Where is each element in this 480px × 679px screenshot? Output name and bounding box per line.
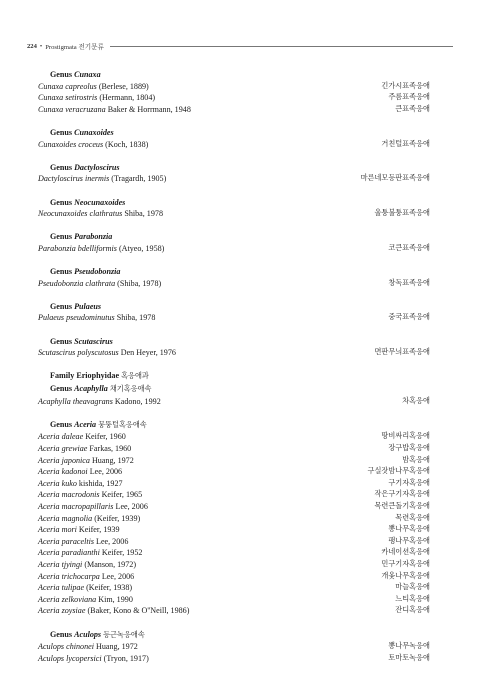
taxon-name: Neocunaxoides xyxy=(74,197,126,207)
rank-label: Genus xyxy=(50,70,75,79)
author-citation: Huang, 1972 xyxy=(96,642,138,652)
scientific-name: Parabonzia bdelliformis xyxy=(38,243,117,253)
species-name xyxy=(38,455,134,467)
korean-name: 팽나무혹응애 xyxy=(388,536,430,545)
species-name xyxy=(38,582,132,594)
spacer xyxy=(38,185,430,197)
korean-name: 중국표족응애 xyxy=(388,313,430,322)
scientific-name: Aceria paraceltis xyxy=(38,536,94,546)
author-citation: Keifer, 1965 xyxy=(101,490,143,500)
taxon-name: Cunaxoides xyxy=(74,127,114,137)
species-name xyxy=(38,653,149,665)
scientific-name: Cunaxa veracruzana xyxy=(38,104,106,114)
korean-name: 차혹응애 xyxy=(402,396,430,405)
korean-name: 등근녹응애속 xyxy=(103,630,145,639)
genus-heading xyxy=(38,197,430,209)
species-name xyxy=(38,547,142,559)
species-entry xyxy=(38,312,430,324)
korean-name: 작은구기자혹응애 xyxy=(374,490,430,499)
rank-label: Genus xyxy=(50,232,75,242)
taxon-name: Cunaxa xyxy=(74,70,101,79)
rank-label: Genus xyxy=(50,419,75,429)
species-name xyxy=(38,243,164,255)
author-citation: (Tryon, 1917) xyxy=(103,653,149,663)
spacer xyxy=(38,359,430,371)
genus-heading xyxy=(38,69,430,81)
korean-name: 목련혹응애 xyxy=(395,513,430,522)
korean-name: 긴가시표족응애 xyxy=(381,81,430,90)
author-citation: Shiba, 1978 xyxy=(116,313,156,323)
spacer xyxy=(38,220,430,232)
korean-name: 토마토녹응애 xyxy=(388,653,430,662)
author-citation: kishida, 1927 xyxy=(78,478,123,488)
spacer xyxy=(38,617,430,629)
species-name xyxy=(38,312,155,324)
species-entry xyxy=(38,396,430,408)
korean-name: 혹응애과 xyxy=(121,372,149,381)
scientific-name: Acaphylla theavagrans xyxy=(38,396,113,406)
spacer xyxy=(38,289,430,301)
genus-heading xyxy=(38,419,430,432)
species-entry xyxy=(38,443,430,455)
species-entry xyxy=(38,653,430,665)
species-name xyxy=(38,396,161,408)
scientific-name: Aceria japonica xyxy=(38,455,90,465)
korean-name: 카네이션혹응애 xyxy=(381,548,430,557)
korean-name: 마늘혹응애 xyxy=(395,583,430,592)
scientific-name: Aceria mori xyxy=(38,525,77,535)
taxonomy-list xyxy=(38,69,430,664)
author-citation: (Manson, 1972) xyxy=(84,559,137,569)
korean-name: 목련큰돌기혹응애 xyxy=(374,501,430,510)
author-citation: (Koch, 1838) xyxy=(105,139,149,149)
author-citation: (Tragardh, 1905) xyxy=(111,174,167,184)
species-entry xyxy=(38,104,430,116)
scientific-name: Aceria zoysiae xyxy=(38,606,86,616)
species-entry xyxy=(38,466,430,478)
genus-heading xyxy=(38,629,430,642)
author-citation: Huang, 1972 xyxy=(91,455,134,465)
author-citation: Keifer, 1939 xyxy=(78,525,120,535)
scientific-name: Aceria zelkoviana xyxy=(38,594,97,604)
species-name xyxy=(38,92,155,104)
taxon-name: Pulaeus xyxy=(74,301,102,311)
header-rule xyxy=(110,46,453,47)
species-entry xyxy=(38,347,430,359)
scientific-name: Scutascirus polyscutosus xyxy=(38,348,119,358)
korean-name: 면판무늬표족응애 xyxy=(374,348,430,357)
spacer xyxy=(38,324,430,336)
species-entry xyxy=(38,513,430,525)
korean-name: 뭉뚱털혹응애속 xyxy=(98,420,147,429)
rank-label: Genus xyxy=(50,267,75,277)
korean-name: 울퉁불퉁표족응애 xyxy=(374,209,430,218)
species-name xyxy=(38,443,131,455)
taxon-name: Dactyloscirus xyxy=(74,162,120,172)
scientific-name: Aceria trichocarpa xyxy=(38,571,100,581)
scientific-name: Aceria magnolia xyxy=(38,513,93,523)
species-entry xyxy=(38,594,430,606)
scientific-name: Cunaxa setirostris xyxy=(38,93,98,103)
scientific-name: Cunaxa capreolus xyxy=(38,81,97,91)
header-bullet: • xyxy=(39,42,43,50)
species-name xyxy=(38,278,161,290)
author-citation: (Shiba, 1978) xyxy=(117,278,162,288)
author-citation: Kim, 1990 xyxy=(98,594,133,604)
author-citation: (Keifer, 1939) xyxy=(94,513,141,523)
korean-name: 장구밥혹응애 xyxy=(388,444,430,452)
species-name xyxy=(38,81,149,93)
rank-label: Genus xyxy=(50,336,75,346)
species-name xyxy=(38,571,134,583)
species-name xyxy=(38,466,122,478)
genus-heading xyxy=(38,383,430,396)
species-name xyxy=(38,139,148,151)
rank-label: Genus xyxy=(50,197,75,207)
scientific-name: Aceria kuko xyxy=(38,478,77,488)
author-citation: (Baker, Kono & O''Neill, 1986) xyxy=(87,606,190,616)
species-name xyxy=(38,524,120,536)
scientific-name: Aculops chinonei xyxy=(38,642,94,652)
rank-label: Genus xyxy=(50,301,75,311)
korean-name: 주름표족응애 xyxy=(388,93,430,102)
spacer xyxy=(38,150,430,162)
species-entry xyxy=(38,524,430,536)
author-citation: (Hermann, 1804) xyxy=(99,93,156,103)
species-entry xyxy=(38,478,430,490)
author-citation: Den Heyer, 1976 xyxy=(120,348,176,358)
korean-name: 뽕나무혹응애 xyxy=(388,525,430,534)
scientific-name: Aceria paradianthi xyxy=(38,548,100,558)
korean-name: 개옻나무혹응애 xyxy=(381,571,430,580)
species-entry xyxy=(38,641,430,653)
species-entry xyxy=(38,489,430,501)
species-entry xyxy=(38,559,430,571)
spacer xyxy=(38,115,430,127)
species-name xyxy=(38,104,191,116)
genus-heading xyxy=(38,301,430,313)
scientific-name: Aculops lycopersici xyxy=(38,653,102,663)
korean-name: 코큰표족응애 xyxy=(388,243,430,252)
korean-name: 큰표족응애 xyxy=(395,104,430,113)
species-name xyxy=(38,173,166,185)
author-citation: Kadono, 1992 xyxy=(114,396,161,406)
scientific-name: Neocunaxoides clathratus xyxy=(38,209,123,219)
korean-name: 구기자혹응애 xyxy=(388,478,430,487)
rank-label: Family xyxy=(50,371,77,381)
spacer xyxy=(38,255,430,267)
species-name xyxy=(38,559,136,571)
taxon-name: Acaphylla xyxy=(74,384,108,394)
korean-name: 민구기자혹응애 xyxy=(381,559,430,568)
korean-name: 채기혹응애속 xyxy=(109,385,152,394)
running-header xyxy=(27,40,453,52)
taxon-name: Scutascirus xyxy=(74,336,113,346)
genus-heading xyxy=(38,266,430,278)
species-name xyxy=(38,489,142,501)
author-citation: Keifer, 1960 xyxy=(85,432,126,442)
rank-label: Genus xyxy=(50,629,75,639)
korean-name: 마른네모등판표족응애 xyxy=(360,174,430,183)
species-entry xyxy=(38,501,430,513)
scientific-name: Aceria grewiae xyxy=(38,444,88,453)
species-entry xyxy=(38,278,430,290)
page-number: 224 xyxy=(27,42,37,50)
scientific-name: Dactyloscirus inermis xyxy=(38,174,110,184)
rank-label: Genus xyxy=(50,127,75,137)
author-citation: Lee, 2006 xyxy=(89,467,123,477)
species-name xyxy=(38,641,138,653)
taxon-name: Aceria xyxy=(74,419,97,429)
genus-heading xyxy=(38,162,430,174)
species-entry xyxy=(38,536,430,548)
species-entry xyxy=(38,431,430,443)
species-name xyxy=(38,478,123,490)
species-entry xyxy=(38,81,430,93)
species-name xyxy=(38,347,176,359)
rank-label: Genus xyxy=(50,384,75,394)
species-name xyxy=(38,594,133,606)
header-title: Prostigmata 전기문류 xyxy=(45,44,104,51)
taxon-name: Pseudobonzia xyxy=(74,267,121,277)
species-entry xyxy=(38,571,430,583)
korean-name: 잔디혹응애 xyxy=(395,606,430,615)
species-entry xyxy=(38,243,430,255)
author-citation: Farkas, 1960 xyxy=(89,444,132,453)
korean-name: 창독표족응애 xyxy=(388,278,430,287)
species-name xyxy=(38,501,148,513)
author-citation: Lee, 2006 xyxy=(96,536,129,546)
species-entry xyxy=(38,208,430,220)
rank-label: Genus xyxy=(50,162,75,172)
korean-name: 땅비싸리혹응애 xyxy=(381,432,430,441)
taxon-name: Aculops xyxy=(74,629,102,639)
author-citation: Lee, 2006 xyxy=(115,501,148,511)
species-entry xyxy=(38,582,430,594)
genus-heading xyxy=(38,231,430,243)
genus-heading xyxy=(38,127,430,139)
author-citation: Baker & Horrmann, 1948 xyxy=(107,104,191,114)
scientific-name: Aceria macropapillaris xyxy=(38,501,114,511)
korean-name: 구실잣밤나무혹응애 xyxy=(367,467,430,476)
species-entry xyxy=(38,139,430,151)
korean-name: 거친털표족응애 xyxy=(381,139,430,148)
author-citation: Lee, 2006 xyxy=(101,571,135,581)
taxon-name: Eriophyidae xyxy=(76,371,120,381)
scientific-name: Pulaeus pseudominutus xyxy=(38,313,115,323)
species-name xyxy=(38,208,163,220)
korean-name: 뽕나무녹응애 xyxy=(388,642,430,651)
korean-name: 느티혹응애 xyxy=(395,594,430,603)
species-entry xyxy=(38,455,430,467)
author-citation: (Keifer, 1938) xyxy=(86,583,133,593)
author-citation: Shiba, 1978 xyxy=(124,209,163,219)
species-name xyxy=(38,605,189,617)
species-name xyxy=(38,536,128,548)
scientific-name: Cunaxoides croceus xyxy=(38,139,104,149)
species-name xyxy=(38,513,140,525)
scientific-name: Aceria macrodonis xyxy=(38,490,100,500)
genus-heading xyxy=(38,336,430,348)
scientific-name: Aceria tjyingi xyxy=(38,559,83,569)
scientific-name: Aceria daleae xyxy=(38,432,84,442)
taxon-name: Parabonzia xyxy=(74,232,113,242)
scientific-name: Aceria kadonoi xyxy=(38,467,88,477)
species-entry xyxy=(38,547,430,559)
species-name xyxy=(38,431,126,443)
family-heading xyxy=(38,370,430,383)
scientific-name: Aceria tulipae xyxy=(38,583,85,593)
species-entry xyxy=(38,605,430,617)
species-entry xyxy=(38,92,430,104)
author-citation: (Berlese, 1889) xyxy=(98,81,149,91)
species-entry xyxy=(38,173,430,185)
scientific-name: Pseudobonzia clathrata xyxy=(38,278,116,288)
author-citation: Keifer, 1952 xyxy=(101,548,143,558)
spacer xyxy=(38,407,430,419)
korean-name: 밤혹응애 xyxy=(402,455,430,464)
author-citation: (Atyeo, 1958) xyxy=(118,243,165,253)
